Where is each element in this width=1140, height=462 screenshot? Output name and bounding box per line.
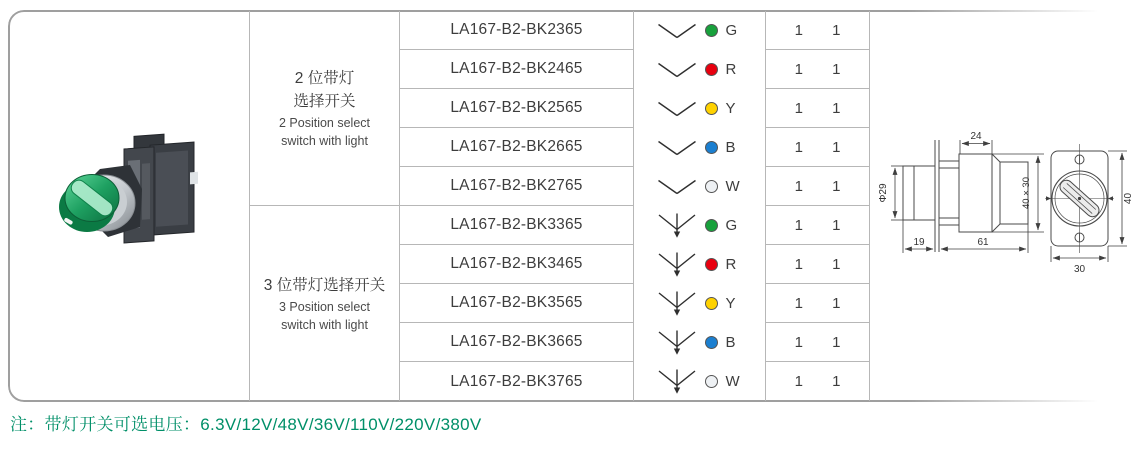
qty-value-1: 1 [794, 294, 803, 312]
model-cell: LA167-B2-BK2765 [400, 167, 634, 206]
group-title-en: 3 Position select [278, 300, 371, 314]
switch-symbol-cell [634, 206, 766, 245]
lamp-color-letter: R [725, 61, 737, 78]
qty-value-2: 1 [832, 294, 841, 312]
lamp-color-letter: R [725, 256, 737, 273]
lamp-color-letter: W [725, 178, 740, 195]
model-cell: LA167-B2-BK2465 [400, 50, 634, 89]
two-position-symbol-icon [657, 179, 697, 195]
three-position-symbol-icon [657, 252, 697, 277]
lamp-color-dot [705, 297, 718, 310]
switch-symbol-cell [634, 362, 766, 401]
three-position-symbol-icon [657, 291, 697, 316]
product-photo [38, 123, 218, 263]
lamp-color-dot [705, 219, 718, 232]
lamp-color-dot [705, 141, 718, 154]
model-cell: LA167-B2-BK2565 [400, 89, 634, 128]
qty-value-2: 1 [832, 255, 841, 273]
qty-value-2: 1 [832, 373, 841, 390]
two-position-symbol-icon [657, 62, 697, 78]
lamp-color-letter: B [725, 139, 736, 156]
dimension-drawing [878, 128, 1138, 280]
qty-value-2: 1 [832, 177, 841, 195]
qty-cell [766, 362, 870, 401]
qty-cell [766, 167, 870, 206]
dim-19: 19 [913, 237, 925, 248]
group-title-cn: 选择开关 [293, 93, 356, 110]
model-cell: LA167-B2-BK3465 [400, 245, 634, 284]
qty-value-2: 1 [832, 216, 841, 234]
qty-cell [766, 50, 870, 89]
switch-symbol-cell [634, 284, 766, 323]
dim-61: 61 [977, 237, 989, 248]
qty-value-2: 1 [832, 60, 841, 78]
three-position-symbol-icon [657, 213, 697, 238]
product-table [8, 11, 1132, 401]
lamp-color-letter: Y [725, 100, 736, 117]
dimension-drawing-cell [870, 11, 1132, 401]
two-position-symbol-icon [657, 140, 697, 156]
qty-cell [766, 323, 870, 362]
dim-phi29: Φ29 [878, 183, 889, 203]
qty-value-1: 1 [794, 333, 803, 351]
qty-cell [766, 245, 870, 284]
qty-cell [766, 128, 870, 167]
dim-front-40: 40 [1123, 192, 1134, 205]
qty-cell [766, 89, 870, 128]
qty-value-2: 1 [832, 138, 841, 156]
qty-value-1: 1 [794, 177, 803, 195]
qty-value-1: 1 [794, 373, 803, 390]
product-photo-cell [8, 11, 250, 401]
group-title-cn: 3 位带灯选择开关 [263, 277, 386, 294]
group-label-3-position [250, 206, 400, 401]
model-cell: LA167-B2-BK2665 [400, 128, 634, 167]
lamp-color-dot [705, 63, 718, 76]
switch-symbol-cell [634, 11, 766, 50]
group-title-en: switch with light [281, 134, 368, 148]
lamp-color-letter: G [725, 217, 738, 234]
lamp-color-dot [705, 258, 718, 271]
two-position-symbol-icon [657, 101, 697, 117]
three-position-symbol-icon [657, 330, 697, 355]
group-title-cn: 2 位带灯 [294, 70, 355, 87]
switch-symbol-cell [634, 50, 766, 89]
qty-value-1: 1 [794, 60, 803, 78]
two-position-symbol-icon [657, 23, 697, 39]
lamp-color-letter: W [725, 373, 740, 390]
qty-value-2: 1 [832, 99, 841, 117]
qty-cell [766, 206, 870, 245]
qty-value-1: 1 [794, 138, 803, 156]
qty-value-1: 1 [794, 21, 803, 39]
switch-symbol-cell [634, 89, 766, 128]
voltage-note: 注：带灯开关可选电压：6.3V/12V/48V/36V/110V/220V/380V [10, 415, 482, 434]
dim-24: 24 [970, 131, 982, 142]
switch-symbol-cell [634, 167, 766, 206]
group-label-2-position [250, 11, 400, 206]
group-title-en: 2 Position select [278, 116, 371, 130]
lamp-color-dot [705, 24, 718, 37]
qty-value-1: 1 [794, 255, 803, 273]
switch-symbol-cell [634, 245, 766, 284]
lamp-color-dot [705, 102, 718, 115]
three-position-symbol-icon [657, 369, 697, 394]
model-cell: LA167-B2-BK3665 [400, 323, 634, 362]
qty-cell [766, 284, 870, 323]
lamp-color-letter: B [725, 334, 736, 351]
model-cell: LA167-B2-BK3565 [400, 284, 634, 323]
lamp-color-dot [705, 180, 718, 193]
qty-value-1: 1 [794, 216, 803, 234]
qty-value-2: 1 [832, 21, 841, 39]
lamp-color-dot [705, 375, 718, 388]
dim-40x30: 40 × 30 [1021, 177, 1032, 209]
switch-symbol-cell [634, 128, 766, 167]
qty-cell [766, 11, 870, 50]
model-cell: LA167-B2-BK3365 [400, 206, 634, 245]
lamp-color-dot [705, 336, 718, 349]
lamp-color-letter: Y [725, 295, 736, 312]
lamp-color-letter: G [725, 22, 738, 39]
group-title-en: switch with light [281, 318, 368, 332]
qty-value-2: 1 [832, 333, 841, 351]
switch-symbol-cell [634, 323, 766, 362]
qty-value-1: 1 [794, 99, 803, 117]
model-cell: LA167-B2-BK2365 [400, 11, 634, 50]
dim-front-30: 30 [1073, 264, 1086, 275]
model-cell: LA167-B2-BK3765 [400, 362, 634, 401]
